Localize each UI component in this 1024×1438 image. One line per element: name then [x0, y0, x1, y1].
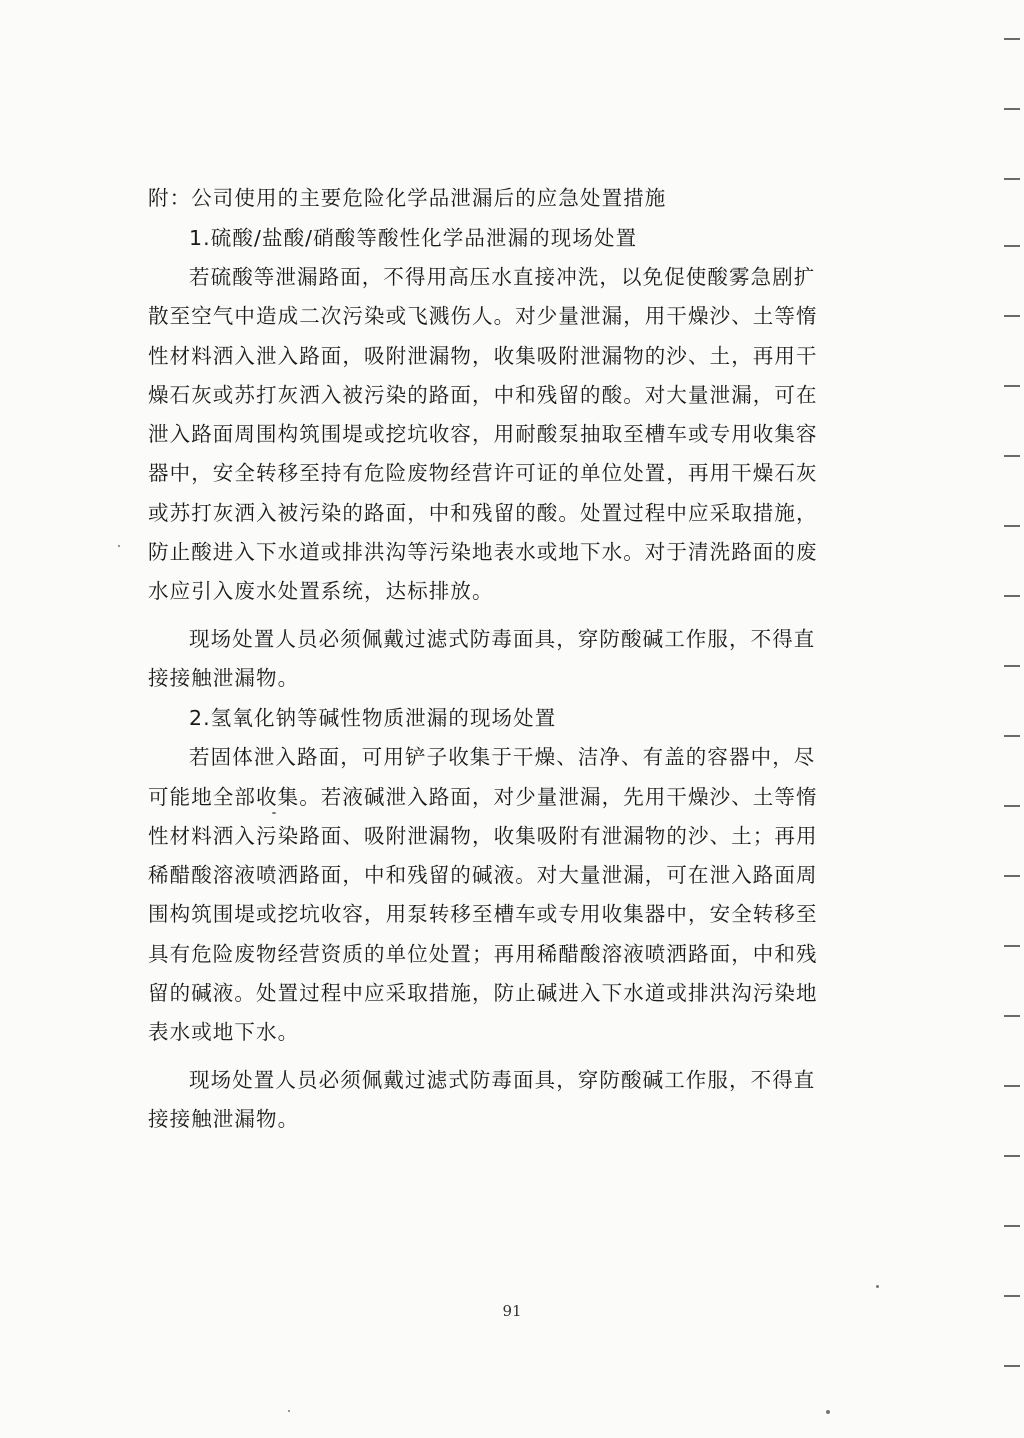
section-heading: 1.硫酸/盐酸/硝酸等酸性化学品泄漏的现场处置 — [189, 226, 638, 250]
section-heading: 2.氢氧化钠等碱性物质泄漏的现场处置 — [189, 706, 557, 731]
scan-speck — [272, 812, 276, 814]
scan-speck — [118, 545, 120, 547]
text-line: 性材料洒入污染路面、吸附泄漏物，收集吸附有泄漏物的沙、土；再用 — [148, 823, 818, 848]
document-title: 附：公司使用的主要危险化学品泄漏后的应急处置措施 — [148, 186, 667, 210]
scan-speck — [876, 1285, 879, 1288]
text-line: 表水或地下水。 — [148, 1020, 300, 1045]
paragraph — [148, 620, 870, 699]
text-line: 泄入路面周围构筑围堤或挖坑收容，用耐酸泵抽取至槽车或专用收集容 — [148, 422, 818, 447]
scan-speck — [288, 1410, 290, 1412]
text-line: 若硫酸等泄漏路面，不得用高压水直接冲洗，以免促使酸雾急剧扩 — [189, 265, 816, 289]
text-line: 留的碱液。处置过程中应采取措施，防止碱进入下水道或排洪沟污染地 — [148, 981, 818, 1006]
paragraph — [148, 258, 870, 612]
paragraph — [148, 1061, 870, 1140]
text-line: 性材料洒入泄入路面，吸附泄漏物，收集吸附泄漏物的沙、土，再用干 — [148, 343, 818, 368]
paragraph — [148, 738, 870, 1052]
text-line: 现场处置人员必须佩戴过滤式防毒面具，穿防酸碱工作服，不得直 — [189, 1067, 816, 1092]
text-line: 防止酸进入下水道或排洪沟等污染地表水或地下水。对于清洗路面的废 — [148, 540, 818, 565]
text-line: 稀醋酸溶液喷洒路面，中和残留的碱液。对大量泄漏，可在泄入路面周 — [148, 863, 818, 888]
text-line: 接接触泄漏物。 — [148, 665, 300, 690]
text-line: 器中，安全转移至持有危险废物经营许可证的单位处置，再用干燥石灰 — [148, 461, 818, 486]
text-line: 现场处置人员必须佩戴过滤式防毒面具，穿防酸碱工作服，不得直 — [189, 626, 816, 651]
text-line: 若固体泄入路面，可用铲子收集于干燥、洁净、有盖的容器中，尽 — [189, 745, 816, 770]
text-line: 接接触泄漏物。 — [148, 1106, 300, 1131]
page-number: 91 — [502, 1302, 522, 1320]
text-line: 散至空气中造成二次污染或飞溅伤人。对少量泄漏，用干燥沙、土等惰 — [148, 304, 818, 329]
text-line: 水应引入废水处置系统，达标排放。 — [148, 579, 494, 604]
text-line: 具有危险废物经营资质的单位处置；再用稀醋酸溶液喷洒路面，中和残 — [148, 941, 818, 966]
document-body — [148, 178, 870, 1139]
text-line: 或苏打灰洒入被污染的路面，中和残留的酸。处置过程中应采取措施， — [148, 500, 818, 525]
binding-edge-marks — [984, 0, 1024, 1438]
text-line: 围构筑围堤或挖坑收容，用泵转移至槽车或专用收集器中，安全转移至 — [148, 902, 818, 927]
scan-speck — [826, 1410, 830, 1414]
text-line: 可能地全部收集。若液碱泄入路面，对少量泄漏，先用干燥沙、土等惰 — [148, 784, 818, 809]
text-line: 燥石灰或苏打灰洒入被污染的路面，中和残留的酸。对大量泄漏，可在 — [148, 382, 818, 407]
